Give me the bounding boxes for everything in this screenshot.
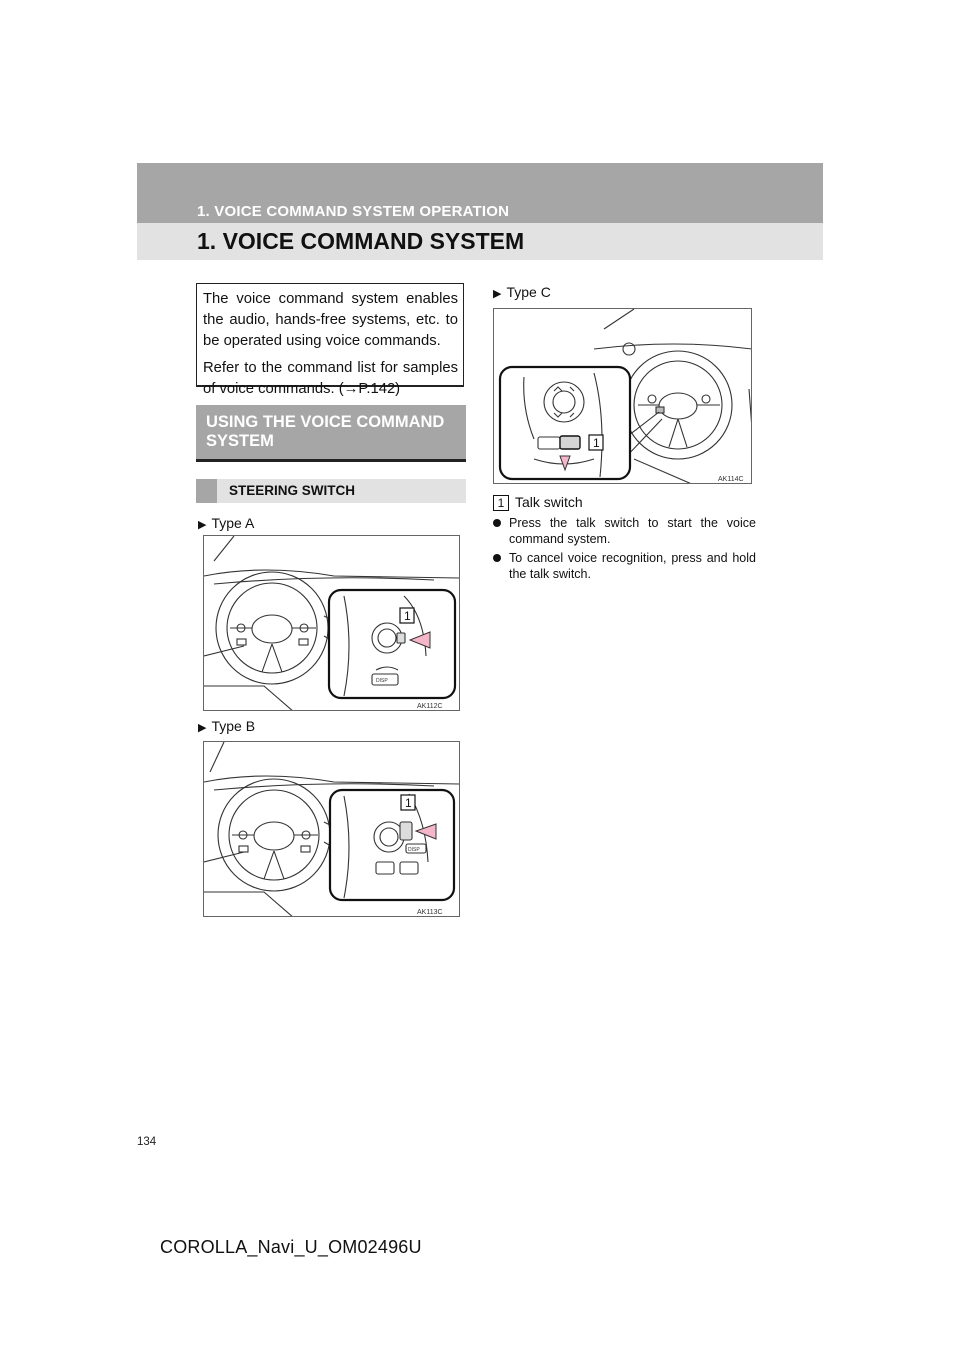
figure-type-a	[203, 535, 460, 711]
heading-steering-switch-label: STEERING SWITCH	[229, 483, 356, 498]
legend-talk-switch: Talk switch	[515, 494, 583, 510]
callout-number-a: 1	[404, 609, 411, 623]
page-title: 1. VOICE COMMAND SYSTEM	[197, 228, 525, 254]
footer-doc-id: COROLLA_Navi_U_OM02496U	[160, 1237, 422, 1257]
type-b-label	[198, 718, 255, 734]
legend-number-box: 1	[493, 495, 509, 511]
type-a-label	[198, 515, 254, 531]
header-title-bar	[137, 223, 823, 260]
figure-code-b: AK113C	[417, 909, 443, 916]
steering-wheel-illustration-b	[204, 742, 460, 917]
figure-type-c	[493, 308, 752, 484]
bullet-item	[493, 550, 758, 584]
figure-code-c: AK114C	[718, 476, 744, 483]
bullet-text: To cancel voice recognition, press and hold the talk switch.	[509, 551, 756, 581]
bullet-icon	[493, 554, 501, 562]
intro-box	[196, 283, 464, 397]
header-section-bar	[137, 163, 823, 223]
triangle-arrow-icon: ▶	[198, 519, 207, 531]
page-number: 134	[137, 1136, 157, 1148]
type-a-text: Type A	[211, 515, 255, 531]
disp-label-b: DISP	[408, 847, 420, 853]
type-b-text: Type B	[211, 718, 256, 734]
heading-steering-switch	[196, 479, 466, 503]
bullet-text: Press the talk switch to start the voice command system.	[509, 516, 756, 546]
steering-wheel-illustration-a	[204, 536, 460, 711]
intro-paragraph-2: Refer to the command list for samples of voice commands. (→P.142)	[203, 360, 458, 397]
triangle-arrow-icon: ▶	[493, 288, 502, 300]
section-title: 1. VOICE COMMAND SYSTEM OPERATION	[197, 203, 510, 220]
heading-marker	[196, 479, 217, 503]
zoom-callout-frame-a	[329, 590, 455, 698]
triangle-arrow-icon: ▶	[198, 722, 207, 734]
type-c-label	[493, 284, 551, 300]
callout-number-c: 1	[593, 436, 600, 450]
bullet-item	[493, 515, 758, 549]
intro-paragraph-1: The voice command system enables the audio, hands-free systems, etc. to be operated using voice commands.	[203, 291, 458, 349]
disp-label-a: DISP	[376, 678, 388, 684]
figure-code-a: AK112C	[417, 703, 443, 710]
figure-type-b	[203, 741, 460, 917]
heading-using-voice-command: USING THE VOICE COMMAND SYSTEM	[196, 405, 466, 462]
callout-number-b: 1	[405, 796, 412, 810]
steering-wheel-illustration-c	[494, 309, 752, 484]
bullet-icon	[493, 519, 501, 527]
type-c-text: Type C	[506, 284, 551, 300]
